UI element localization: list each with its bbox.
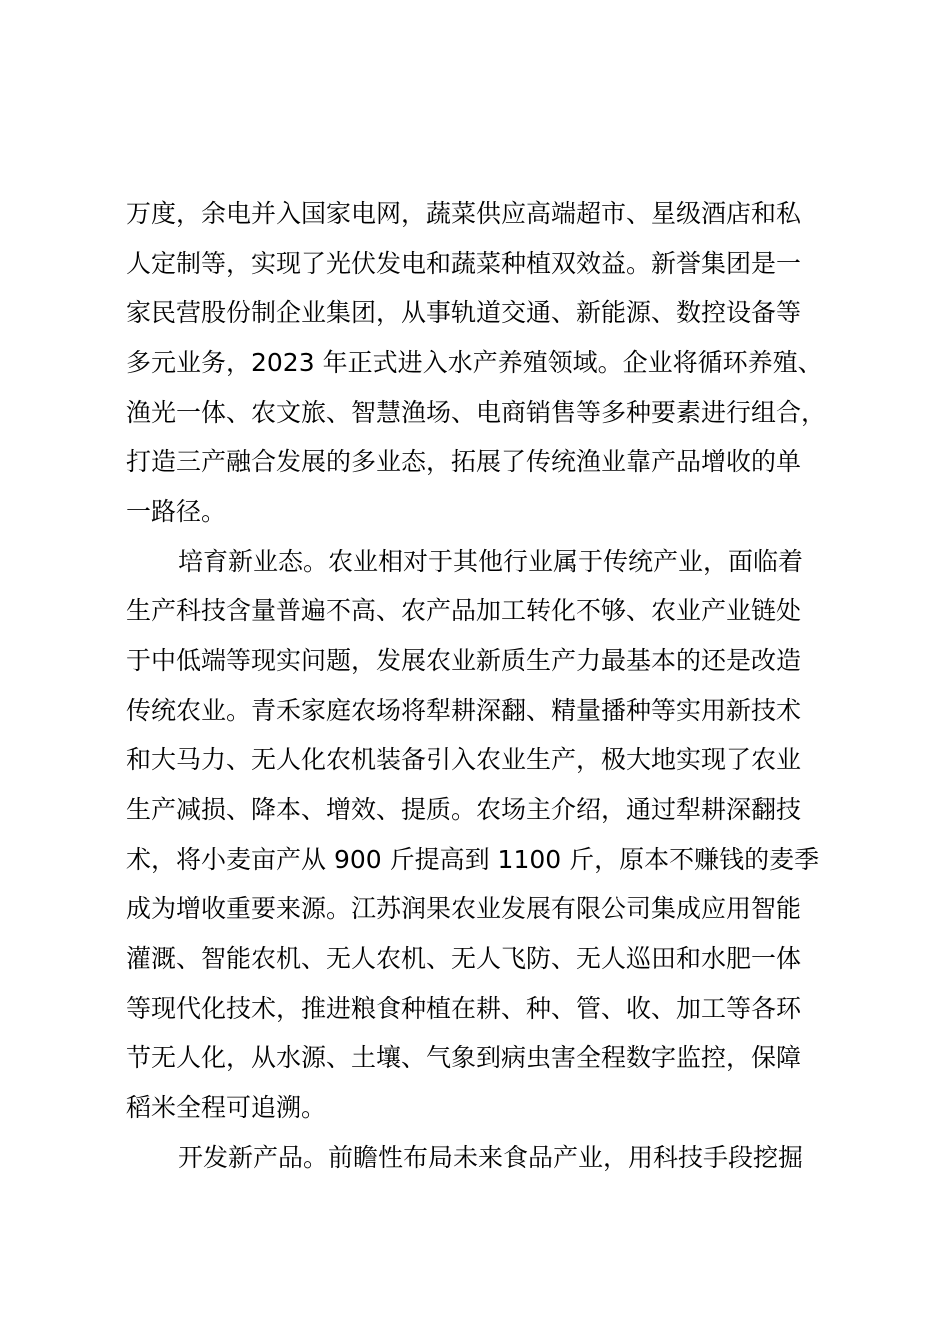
text-line: 万度，余电并入国家电网，蔬菜供应高端超市、星级酒店和私: [126, 199, 802, 228]
text-line: 传统农业。青禾家庭农场将犁耕深翻、精量播种等实用新技术: [126, 696, 802, 725]
text-line: 术，将小麦亩产从 900 斤提高到 1100 斤，原本不赚钱的麦季: [126, 845, 820, 874]
text-line: 和大马力、无人化农机装备引入农业生产，极大地实现了农业: [126, 745, 802, 774]
text-line: 生产科技含量普遍不高、农产品加工转化不够、农业产业链处: [126, 596, 802, 625]
text-line: 生产减损、降本、增效、提质。农场主介绍，通过犁耕深翻技: [126, 795, 802, 824]
text-line: 等现代化技术，推进粮食种植在耕、种、管、收、加工等各环: [126, 994, 802, 1023]
text-line: 打造三产融合发展的多业态，拓展了传统渔业靠产品增收的单: [126, 447, 802, 476]
text-line: 节无人化，从水源、土壤、气象到病虫害全程数字监控，保障: [126, 1043, 802, 1072]
text-line: 人定制等，实现了光伏发电和蔬菜种植双效益。新誉集团是一: [126, 249, 802, 278]
text-line: 于中低端等现实问题，发展农业新质生产力最基本的还是改造: [126, 646, 802, 675]
paragraph-heading-line: 培育新业态。农业相对于其他行业属于传统产业，面临着: [178, 547, 804, 576]
text-line: 稻米全程可追溯。: [126, 1093, 327, 1122]
text-line: 多元业务，2023 年正式进入水产养殖领域。企业将循环养殖、: [126, 348, 823, 377]
text-line: 一路径。: [126, 497, 227, 526]
text-line: 家民营股份制企业集团，从事轨道交通、新能源、数控设备等: [126, 298, 802, 327]
text-line: 渔光一体、农文旅、智慧渔场、电商销售等多种要素进行组合，: [126, 398, 827, 427]
text-line: 灌溉、智能农机、无人农机、无人飞防、无人巡田和水肥一体: [126, 944, 802, 973]
paragraph-heading-line: 开发新产品。前瞻性布局未来食品产业，用科技手段挖掘: [178, 1143, 804, 1172]
text-line: 成为增收重要来源。江苏润果农业发展有限公司集成应用智能: [126, 894, 802, 923]
